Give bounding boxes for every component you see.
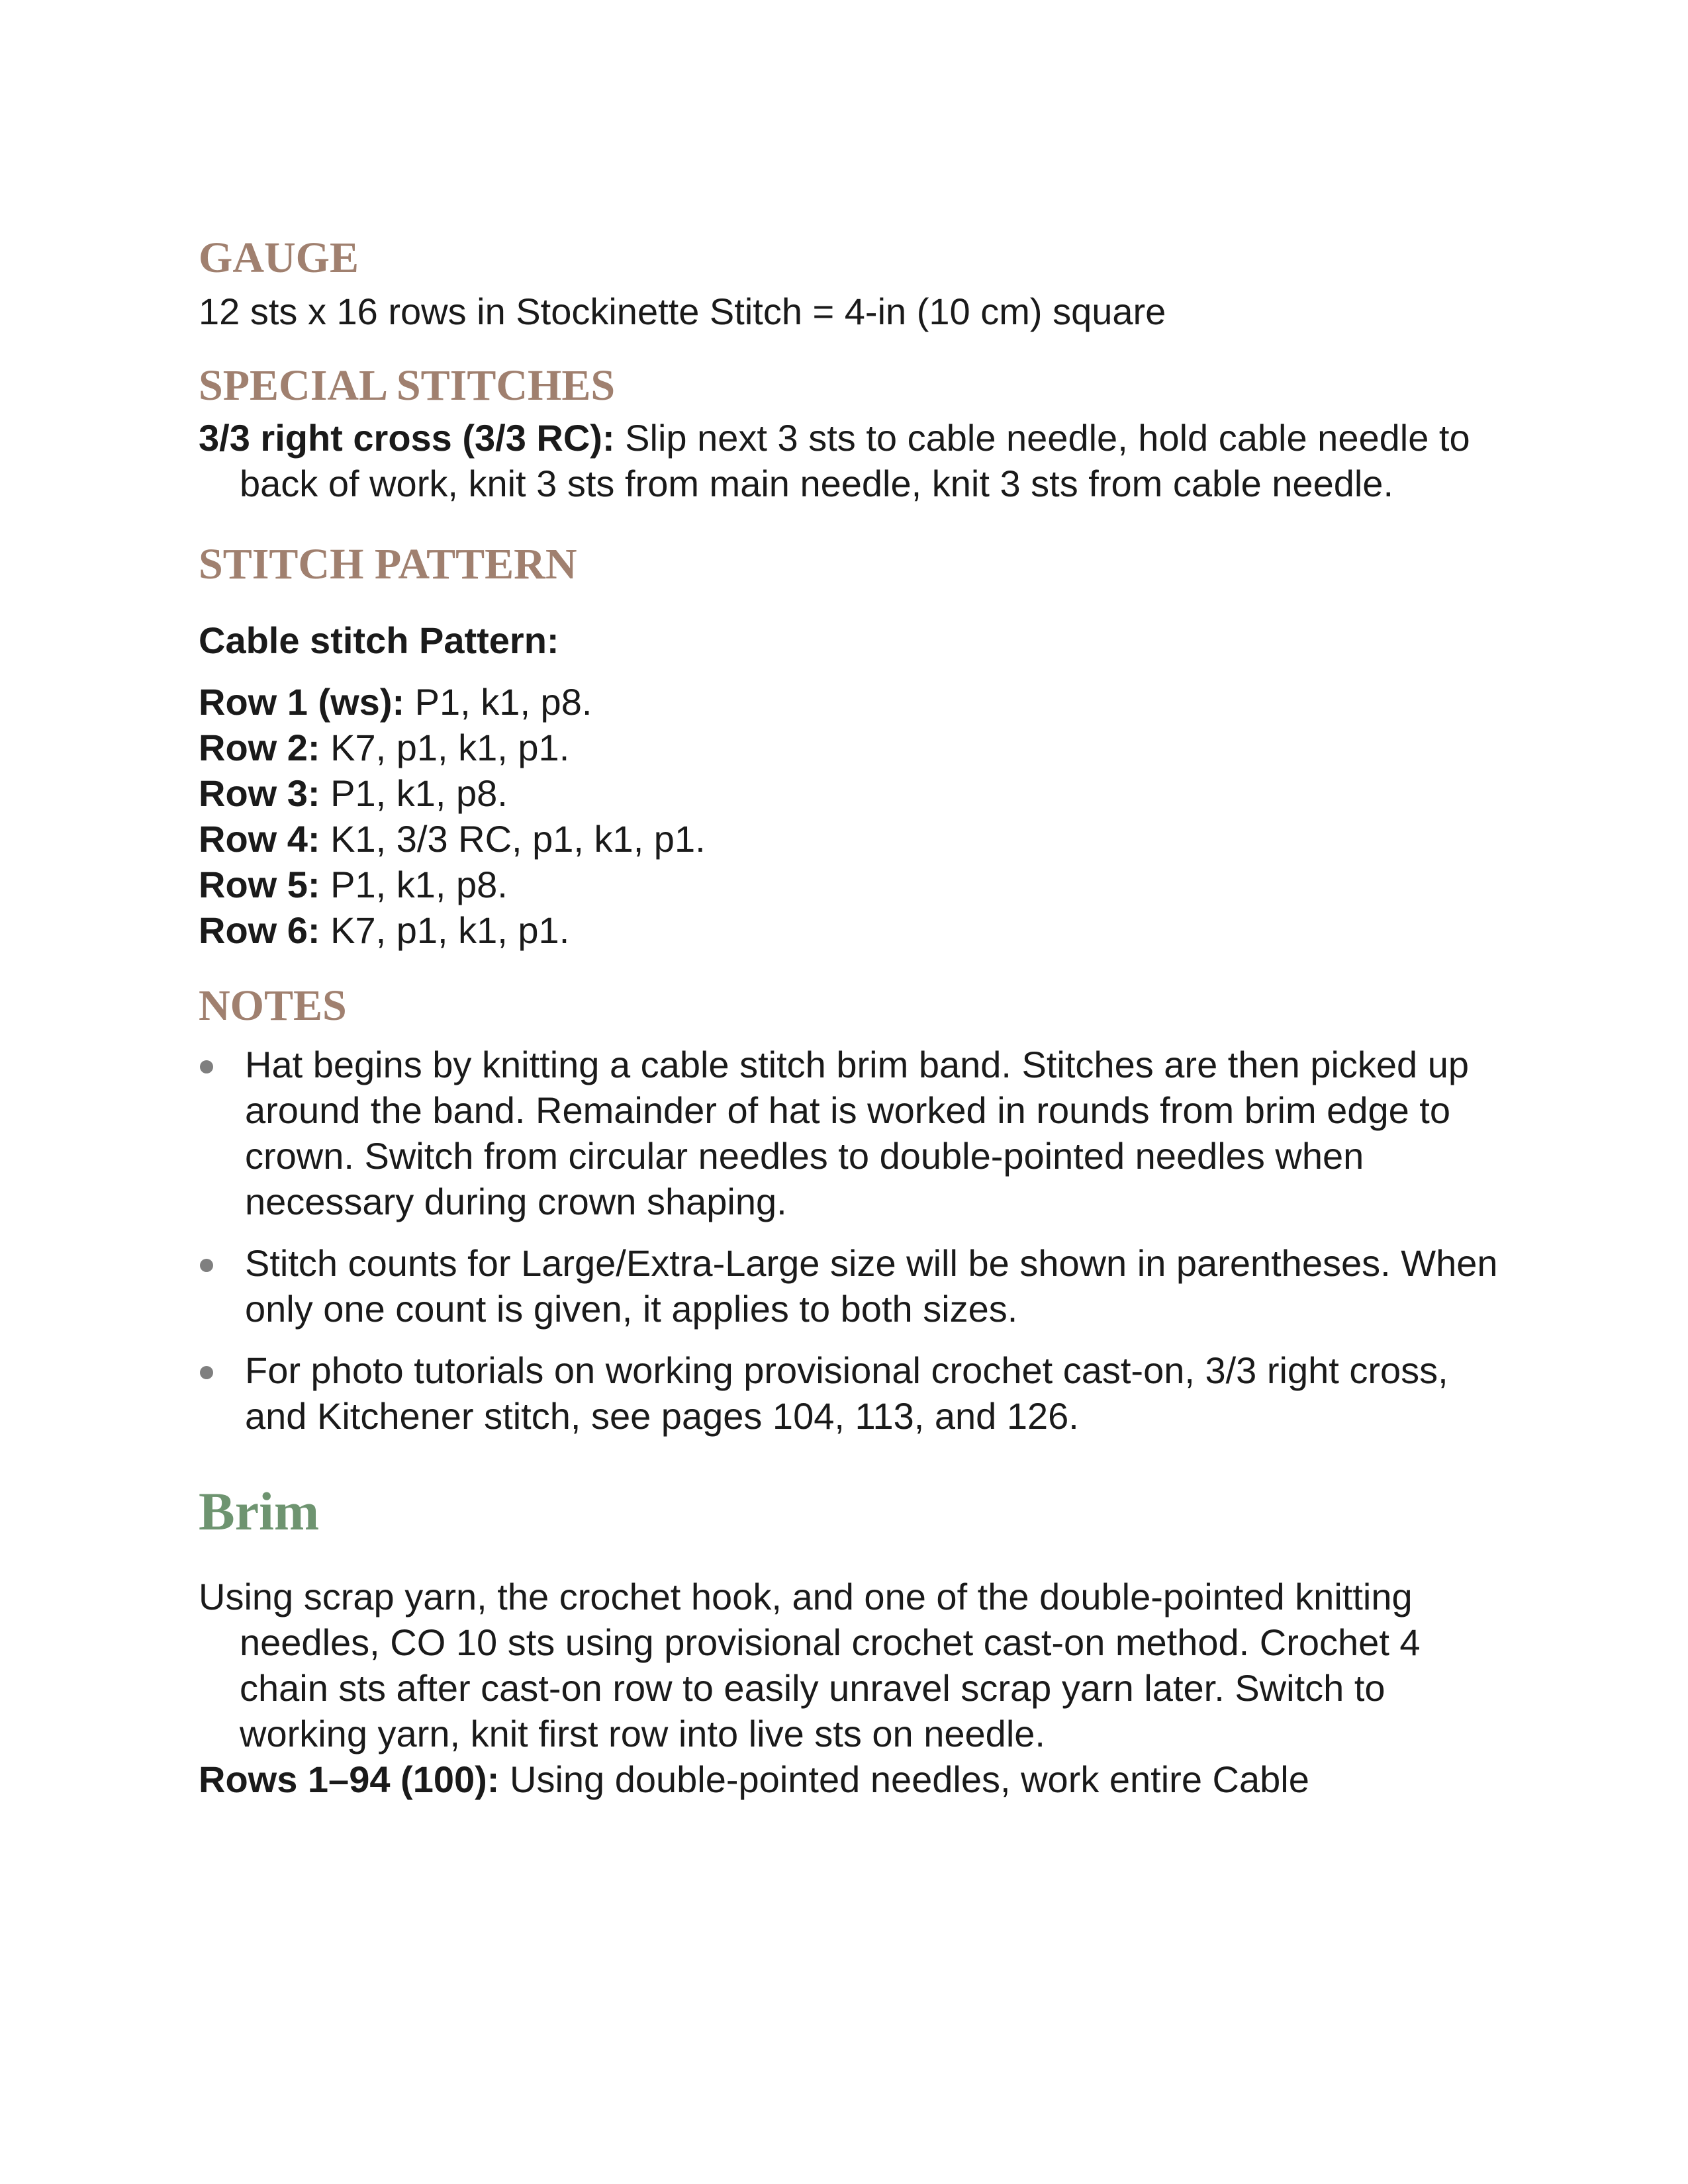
note-text: Stitch counts for Large/Extra-Large size will be shown in parentheses. When only one count is given, it applies to both sizes. — [245, 1242, 1498, 1330]
bullet-icon — [200, 1259, 213, 1272]
bullet-icon — [200, 1060, 213, 1073]
brim-heading: Brim — [199, 1481, 320, 1541]
pattern-row — [199, 862, 1509, 907]
pattern-row — [199, 770, 1509, 816]
stitch-pattern-heading: STITCH PATTERN — [199, 540, 577, 588]
notes-list — [199, 1042, 1509, 1439]
bullet-icon — [200, 1366, 213, 1379]
row-label: Row 4: — [199, 818, 320, 860]
notes-heading: NOTES — [199, 981, 347, 1030]
gauge-section — [199, 232, 1509, 334]
pattern-row — [199, 725, 1509, 770]
notes-section — [199, 979, 1509, 1439]
row-text: P1, k1, p8. — [320, 864, 508, 905]
note-item — [199, 1240, 1509, 1332]
brim-intro: Using scrap yarn, the crochet hook, and one of the double-pointed knitting needles, CO 10 sts using provisional crochet cast-on method. Crochet 4 chain sts after cast-on row to easily unravel scrap yarn later. Switch to working yarn, knit first row into live sts on needle. — [199, 1576, 1421, 1754]
special-stitches-heading: SPECIAL STITCHES — [199, 361, 616, 410]
pattern-rows — [199, 679, 1509, 953]
pattern-page — [199, 232, 1509, 1802]
note-text: For photo tutorials on working provisional crochet cast-on, 3/3 right cross, and Kitchener stitch, see pages 104, 113, and 126. — [245, 1349, 1448, 1437]
pattern-row — [199, 816, 1509, 862]
special-stitch-term: 3/3 right cross (3/3 RC): — [199, 417, 615, 459]
row-label: Row 1 (ws): — [199, 681, 405, 723]
row-text: P1, k1, p8. — [404, 681, 592, 723]
cable-pattern-subheading: Cable stitch Pattern: — [199, 619, 559, 661]
brim-rows-label: Rows 1–94 (100): — [199, 1758, 500, 1800]
special-stitches-section — [199, 359, 1509, 506]
pattern-row — [199, 907, 1509, 953]
gauge-heading: GAUGE — [199, 234, 359, 282]
row-text: K1, 3/3 RC, p1, k1, p1. — [320, 818, 706, 860]
note-item — [199, 1042, 1509, 1224]
pattern-row — [199, 679, 1509, 725]
stitch-pattern-section — [199, 538, 1509, 953]
gauge-text: 12 sts x 16 rows in Stockinette Stitch = 4-in (10 cm) square — [199, 291, 1166, 332]
special-stitch-description: Slip next 3 sts to cable needle, hold cable needle to back of work, knit 3 sts from main needle, knit 3 sts from cable needle. — [240, 417, 1470, 504]
row-label: Row 3: — [199, 772, 320, 814]
brim-rows — [199, 1756, 1509, 1802]
row-label: Row 2: — [199, 727, 320, 768]
note-text: Hat begins by knitting a cable stitch brim band. Stitches are then picked up around the band. Remainder of hat is worked in rounds from brim edge to crown. Switch from circular needles to double-pointed needles when necessary during crown shaping. — [245, 1044, 1470, 1222]
row-label: Row 5: — [199, 864, 320, 905]
brim-rows-text: Using double-pointed needles, work entire Cable — [499, 1758, 1309, 1800]
note-item — [199, 1347, 1509, 1439]
row-label: Row 6: — [199, 909, 320, 951]
row-text: K7, p1, k1, p1. — [320, 909, 570, 951]
special-stitch-definition — [199, 415, 1509, 506]
row-text: P1, k1, p8. — [320, 772, 508, 814]
row-text: K7, p1, k1, p1. — [320, 727, 570, 768]
brim-section — [199, 1479, 1509, 1802]
